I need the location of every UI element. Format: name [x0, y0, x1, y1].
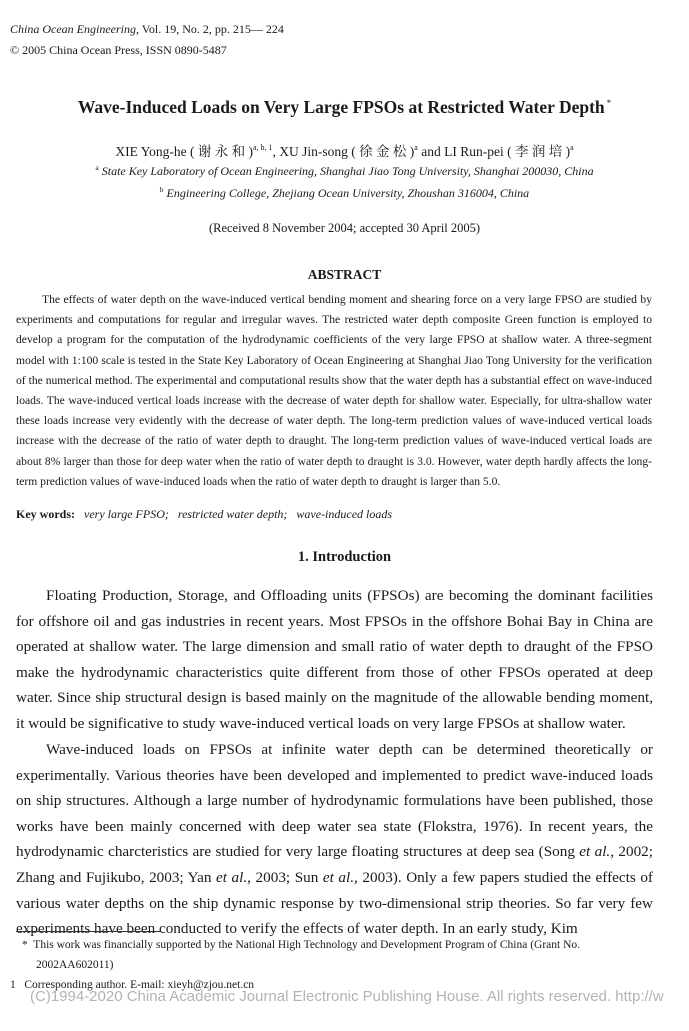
- keywords-label: Key words:: [16, 507, 75, 521]
- author-list: [0, 140, 689, 160]
- citation-etal: et al.: [322, 868, 355, 886]
- footnote-text: Corresponding author. E-mail: xieyh@zjou.net.cn: [24, 979, 255, 991]
- para-text: , 2003; Sun: [247, 868, 323, 886]
- keywords: [16, 507, 398, 522]
- affiliation-a-label: a: [95, 163, 99, 172]
- footnote-funding: [22, 939, 580, 951]
- author-1-affil: a, b, 1: [252, 143, 273, 152]
- journal-name: China Ocean Engineering: [10, 22, 136, 36]
- copyright-icon: ©: [10, 43, 20, 57]
- affiliation-b-label: b: [159, 185, 164, 194]
- author-3: and LI Run-pei: [421, 144, 504, 159]
- keyword: restricted water depth;: [177, 507, 288, 521]
- paper-title: [0, 97, 689, 118]
- author-3-chinese: ( 李 润 培 ): [507, 144, 571, 159]
- footnote-mark: *: [22, 939, 28, 951]
- title-footnote-mark: *: [606, 98, 612, 108]
- para-text: Wave-induced loads on FPSOs at infinite water depth can be determined theoretically or experimentally. Various theories have been developed and implemented to predict wave-induced loads on ship structures. Although a large number of hydrodynamic formulations have been published, those works have been mainly concerned with deep water sea state (Flokstra, 1976). In recent years, the hydrodynamic charcteristics are studied for very large floating structures at deep sea (Song: [16, 741, 653, 861]
- watermark: (C)1994-2020 China Academic Journal Electronic Publishing House. All rights reserved. http://w: [30, 988, 664, 1005]
- intro-paragraph-2: [16, 737, 653, 942]
- copyright-line: [10, 43, 227, 57]
- citation-etal: et al.: [216, 868, 248, 886]
- affiliation-a-text: State Key Laboratory of Ocean Engineering, Shanghai Jiao Tong University, Shanghai 200030, China: [101, 164, 594, 178]
- author-2-chinese: ( 徐 金 松 ): [351, 144, 415, 159]
- footnote-funding-cont: 2002AA602011): [36, 959, 114, 971]
- author-1-chinese: ( 谢 永 和 ): [189, 144, 253, 159]
- journal-citation-line: [10, 22, 284, 36]
- para-text: , 2003). Only a few papers studied the effects of various water depths on the ship dynamic response by two-dimensional strip theories. So far very few experiments have been conducted to verify the effects of water depth. In an early study, Kim: [16, 868, 653, 938]
- footnote-mark: 1: [10, 979, 16, 991]
- copyright-text: 2005 China Ocean Press, ISSN 0890-5487: [22, 43, 227, 57]
- title-text: Wave-Induced Loads on Very Large FPSOs at Restricted Water Depth: [77, 97, 605, 117]
- para-text: , 2002; Zhang and Fujikubo, 2003; Yan: [16, 843, 653, 886]
- affiliation-a: [0, 163, 689, 179]
- section-heading: 1. Introduction: [297, 549, 392, 565]
- affiliation-b: [0, 185, 689, 201]
- author-2: , XU Jin-song: [272, 144, 348, 159]
- keyword: wave-induced loads: [296, 507, 393, 521]
- footnote-text: This work was financially supported by the National High Technology and Development Program of China (Grant No.: [33, 939, 581, 951]
- keyword: very large FPSO;: [84, 507, 169, 521]
- abstract-heading: ABSTRACT: [307, 267, 382, 282]
- intro-paragraph-1: Floating Production, Storage, and Offloading units (FPSOs) are becoming the dominant facilities for offshore oil and gas industries in recent years. Most FPSOs in the offshore Bohai Bay in China are operated at shallow water. The large dimension and small ratio of water depth to draught of the FPSO make the hydrodynamic characteristics quite different from those of other FPSOs operated at deep water. Since ship structural design is based mainly on the magnitude of the allowable bending moment, it would be significative to study wave-induced vertical loads on very large FPSOs at shallow water.: [16, 587, 653, 732]
- footnote-divider: [16, 931, 160, 932]
- received-dates: (Received 8 November 2004; accepted 30 April 2005): [208, 221, 481, 235]
- citation: , Vol. 19, No. 2, pp. 215— 224: [135, 22, 284, 36]
- affiliation-b-text: Engineering College, Zhejiang Ocean University, Zhoushan 316004, China: [166, 186, 530, 200]
- author-1: XIE Yong-he: [115, 144, 187, 159]
- citation-etal: et al.: [579, 843, 611, 861]
- author-3-affil: a: [570, 143, 574, 152]
- abstract-body: The effects of water depth on the wave-induced vertical bending moment and shearing force on a very large FPSO are studied by experiments and computations for regular and irregular waves. The restricted water depth composite Green function is employed to develop a program for the computation of the hydrodynamic coefficients of the very large FPSO at shallow water. A three-segment model with 1:100 scale is tested in the State Key Laboratory of Ocean Engineering at Shanghai Jiao Tong University for the verification of the numerical method. The experimental and computational results show that the water depth has a substantial effect on wave-induced loads. The wave-induced vertical loads increase with the decrease of water depth for shallow water. Especially, for ultra-shallow water these loads increase very evidently with the decrease of water depth. The long-term prediction values of wave-induced vertical loads increase with the decrease of the ratio of water depth to draught. The long-term prediction values of wave-induced vertical loads are about 8% larger than those for deep water when the ratio of water depth to draught is 3.0. However, water depth hardly affects the long-term prediction values of wave-induced loads when the ratio of water depth to draught is larger than 5.0.: [16, 293, 652, 488]
- author-2-affil: a: [414, 143, 418, 152]
